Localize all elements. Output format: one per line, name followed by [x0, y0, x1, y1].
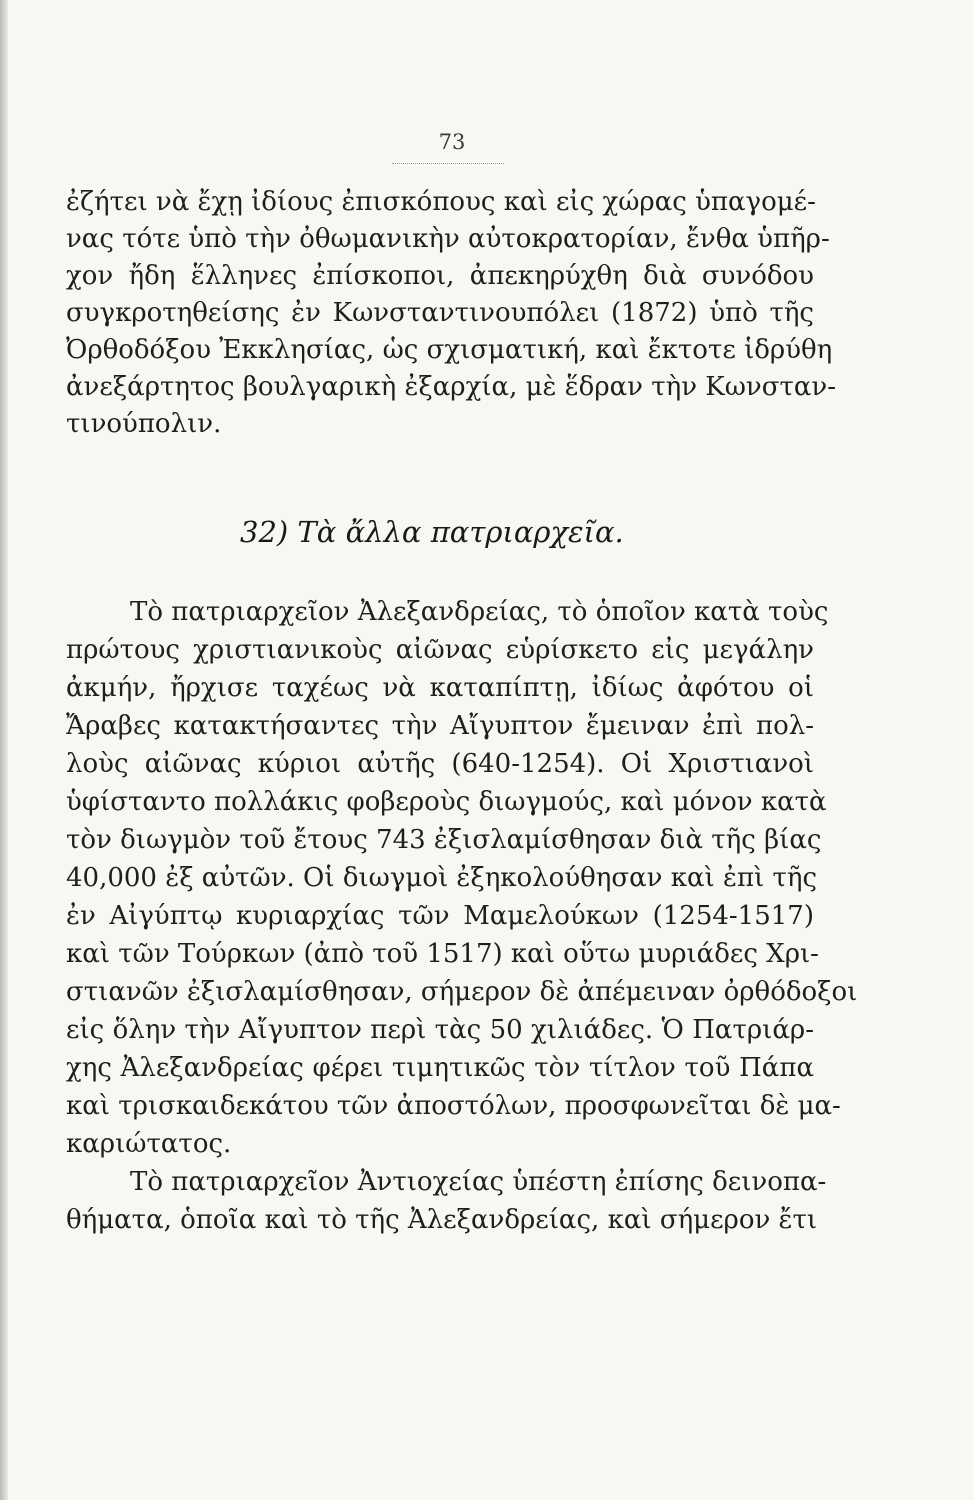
text-line: Τὸ πατριαρχεῖον Ἀλεξανδρείας, τὸ ὁποῖον κατὰ τοὺς: [130, 597, 829, 627]
header-rule: [392, 163, 504, 164]
text-line: ἀνεξάρτητος βουλγαρικὴ ἐξαρχία, μὲ ἕδραν τὴν Κωνσταν-: [66, 372, 836, 402]
text-line: χον ἤδη ἕλληνες ἐπίσκοποι, ἀπεκηρύχθη διὰ συνόδου: [66, 261, 814, 291]
text-line: θήματα, ὁποῖα καὶ τὸ τῆς Ἀλεξανδρείας, καὶ σήμερον ἔτι: [66, 1205, 818, 1235]
text-line: ὑφίσταντο πολλάκις φοβεροὺς διωγμούς, καὶ μόνον κατὰ: [66, 787, 827, 817]
text-line: εἰς ὅλην τὴν Αἴγυπτον περὶ τὰς 50 χιλιάδες. Ὁ Πατριάρ-: [66, 1015, 814, 1045]
text-line: καὶ τῶν Τούρκων (ἀπὸ τοῦ 1517) καὶ οὕτω μυριάδες Χρι-: [66, 939, 819, 969]
text-line: ἀκμήν, ἤρχισε ταχέως νὰ καταπίπτῃ, ἰδίως ἀφότου οἱ: [66, 673, 814, 703]
text-line: Ἄραβες κατακτήσαντες τὴν Αἴγυπτον ἔμειναν ἐπὶ πολ-: [66, 711, 814, 741]
text-line: Τὸ πατριαρχεῖον Ἀντιοχείας ὑπέστη ἐπίσης δεινοπα-: [130, 1167, 827, 1197]
text-line: λοὺς αἰῶνας κύριοι αὐτῆς (640-1254). Οἱ Χριστιανοὶ: [66, 749, 814, 779]
text-line: πρώτους χριστιανικοὺς αἰῶνας εὑρίσκετο εἰς μεγάλην: [66, 635, 814, 665]
text-line: 40,000 ἐξ αὐτῶν. Οἱ διωγμοὶ ἐξηκολούθησαν καὶ ἐπὶ τῆς: [66, 863, 818, 893]
text-line: συγκροτηθείσης ἐν Κωνσταντινουπόλει (1872) ὑπὸ τῆς: [66, 298, 814, 328]
text-line: τινούπολιν.: [66, 409, 222, 439]
text-line: στιανῶν ἐξισλαμίσθησαν, σήμερον δὲ ἀπέμειναν ὀρθόδοξοι: [66, 977, 858, 1007]
text-line: καὶ τρισκαιδεκάτου τῶν ἀποστόλων, προσφωνεῖται δὲ μα-: [66, 1091, 841, 1121]
page-number: 73: [438, 130, 466, 154]
text-line: χης Ἀλεξανδρείας φέρει τιμητικῶς τὸν τίτλον τοῦ Πάπα: [66, 1053, 814, 1083]
text-line: νας τότε ὑπὸ τὴν ὀθωμανικὴν αὐτοκρατορίαν, ἔνθα ὑπῆρ-: [66, 224, 830, 254]
binding-edge: [0, 0, 8, 1500]
text-line: ἐν Αἰγύπτῳ κυριαρχίας τῶν Μαμελούκων (1254-1517): [66, 901, 814, 931]
section-heading: 32) Τὰ ἄλλα πατριαρχεῖα.: [240, 515, 624, 549]
text-line: τὸν διωγμὸν τοῦ ἔτους 743 ἐξισλαμίσθησαν διὰ τῆς βίας: [66, 825, 822, 855]
text-line: Ὀρθοδόξου Ἐκκλησίας, ὡς σχισματική, καὶ ἔκτοτε ἱδρύθη: [66, 335, 833, 365]
text-line: καριώτατος.: [66, 1129, 232, 1159]
text-line: ἐζήτει νὰ ἔχῃ ἰδίους ἐπισκόπους καὶ εἰς χώρας ὑπαγομέ-: [66, 187, 816, 217]
